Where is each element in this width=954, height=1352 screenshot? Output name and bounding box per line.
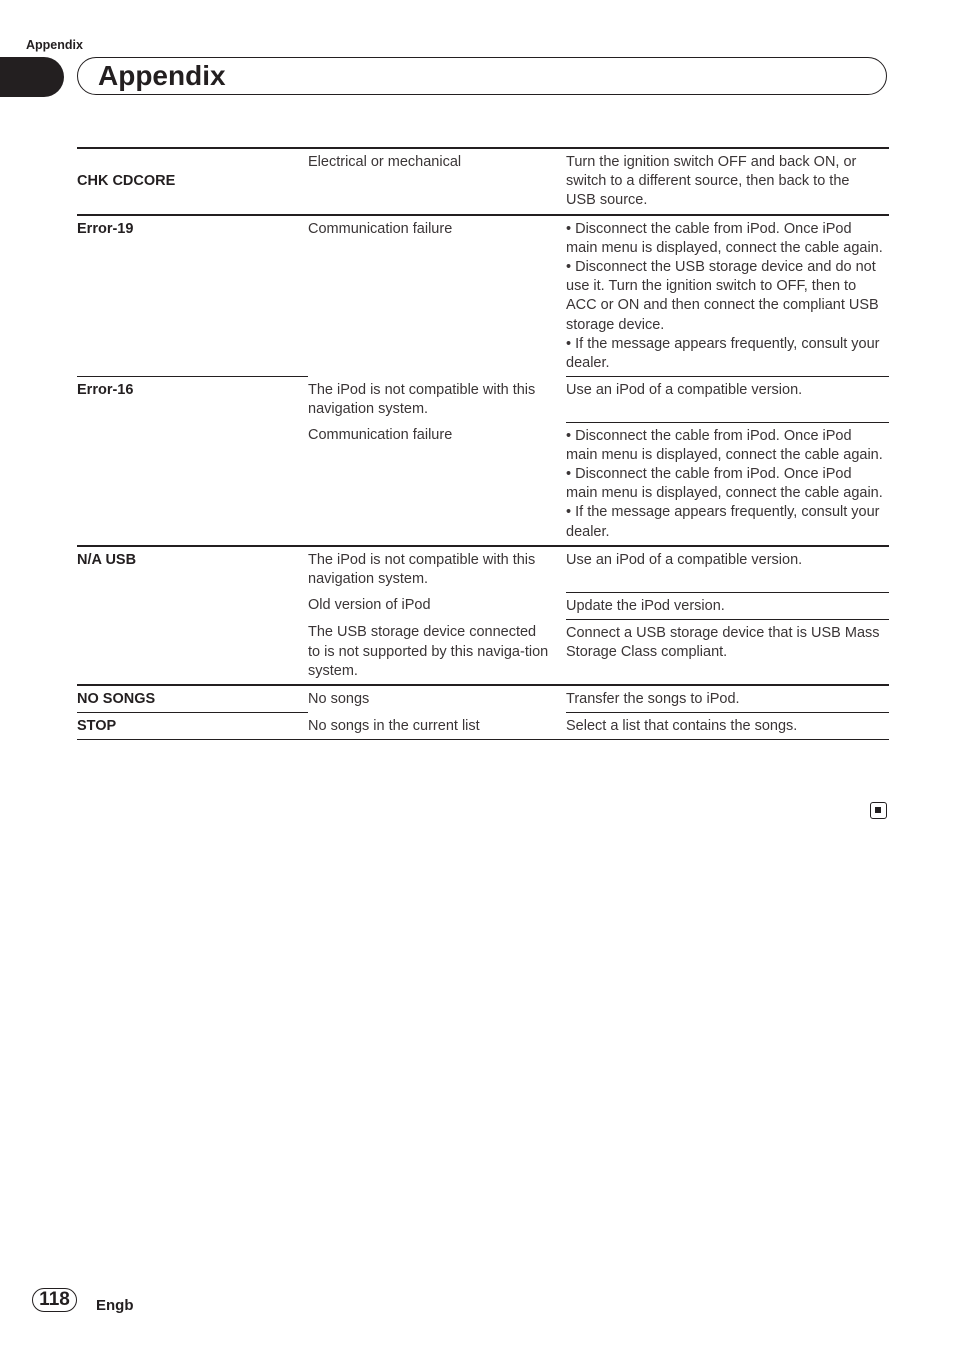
message-action: Use an iPod of a compatible version. bbox=[566, 546, 889, 592]
message-code: STOP bbox=[77, 713, 308, 740]
message-action: Update the iPod version. bbox=[566, 592, 889, 619]
page-title: Appendix bbox=[98, 60, 226, 91]
message-action: Select a list that contains the songs. bbox=[566, 713, 889, 740]
message-cause: Communication failure bbox=[308, 427, 453, 444]
message-action: Connect a USB storage device that is USB Mass Storage Class compliant. bbox=[566, 619, 889, 685]
table-row bbox=[77, 148, 889, 215]
table-row bbox=[77, 215, 889, 377]
table-row bbox=[77, 685, 889, 713]
message-action: • Disconnect the cable from iPod. Once iPod main menu is displayed, connect the cable again. • Disconnect the cable from iPod. Once iPod main menu is displayed, connect the cable again. • If the message appears frequently, consult your dealer. bbox=[566, 422, 889, 546]
table-row bbox=[77, 377, 889, 422]
message-code: CHK CDCORE bbox=[77, 148, 308, 215]
message-action: Turn the ignition switch OFF and back ON, or switch to a different source, then back to the USB source. bbox=[566, 148, 889, 215]
table-row bbox=[77, 713, 889, 740]
message-cause: The USB storage device connected to is not supported by this naviga-tion system. bbox=[308, 624, 549, 679]
message-cause: No songs in the current list bbox=[308, 713, 566, 740]
message-action: Transfer the songs to iPod. bbox=[566, 685, 889, 713]
language-code: Engb bbox=[96, 1297, 134, 1314]
message-code: N/A USB bbox=[77, 546, 308, 685]
message-cause: Old version of iPod bbox=[308, 597, 431, 614]
message-cause: The iPod is not compatible with this navigation system. bbox=[308, 381, 536, 417]
page-number: 118 bbox=[32, 1288, 77, 1312]
message-code: Error-19 bbox=[77, 215, 308, 377]
error-message-table bbox=[77, 147, 889, 740]
message-code: Error-16 bbox=[77, 377, 308, 546]
message-code: NO SONGS bbox=[77, 685, 308, 713]
message-action: Use an iPod of a compatible version. bbox=[566, 377, 889, 422]
message-cause: Electrical or mechanical bbox=[308, 148, 566, 215]
message-action: • Disconnect the cable from iPod. Once iPod main menu is displayed, connect the cable again. • Disconnect the USB storage device and do not use it. Turn the ignition switch to OFF, then to ACC or ON and then connect the compliant USB storage device. • If the message appears frequently, consult your dealer. bbox=[566, 215, 889, 377]
message-cause: The iPod is not compatible with this navigation system. bbox=[308, 546, 566, 592]
message-cause: No songs bbox=[308, 685, 566, 713]
section-tab-marker bbox=[0, 57, 64, 97]
table-row bbox=[77, 546, 889, 592]
message-cause: Communication failure bbox=[308, 215, 566, 377]
end-of-section-square-icon bbox=[870, 802, 887, 819]
running-head: Appendix bbox=[26, 38, 83, 52]
